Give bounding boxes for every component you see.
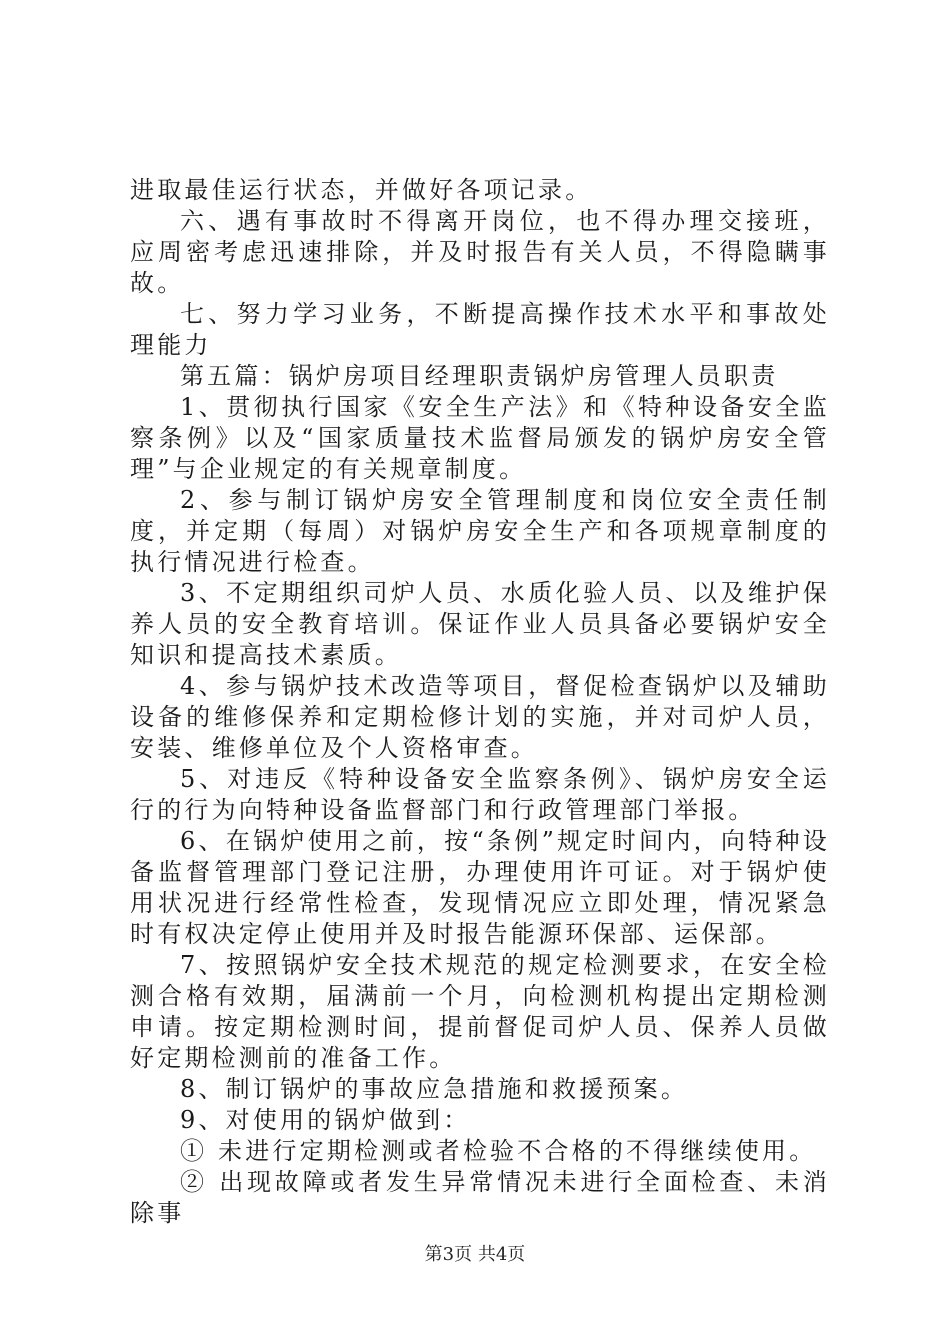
paragraph-item-7: 七、努力学习业务，不断提高操作技术水平和事故处理能力 (130, 300, 830, 359)
section-heading: 第五篇：锅炉房项目经理职责锅炉房管理人员职责 (180, 362, 779, 390)
sub-item-1: ① 未进行定期检测或者检验不合格的不得继续使用。 (180, 1137, 817, 1165)
paragraph-duty-4: 4、参与锅炉技术改造等项目，督促检查锅炉以及辅助设备的维修保养和定期检修计划的实施，并对司炉人员，安装、维修单位及个人资格审查。 (130, 672, 830, 762)
paragraph-item-6: 六、遇有事故时不得离开岗位，也不得办理交接班，应周密考虑迅速排除，并及时报告有关人员，不得隐瞒事故。 (130, 207, 830, 297)
paragraph-continuation: 进取最佳运行状态，并做好各项记录。 (130, 176, 593, 204)
paragraph-duty-8: 8、制订锅炉的事故应急措施和救援预案。 (180, 1075, 689, 1103)
paragraph-duty-9: 9、对使用的锅炉做到： (180, 1106, 471, 1134)
paragraph-duty-3: 3、不定期组织司炉人员、水质化验人员、以及维护保养人员的安全教育培训。保证作业人员具备必要锅炉安全知识和提高技术素质。 (130, 579, 830, 669)
sub-item-2: ② 出现故障或者发生异常情况未进行全面检查、未消除事 (130, 1168, 830, 1227)
paragraph-duty-5: 5、对违反《特种设备安全监察条例》、锅炉房安全运行的行为向特种设备监督部门和行政管理部门举报。 (130, 765, 830, 824)
paragraph-duty-2: 2、参与制订锅炉房安全管理制度和岗位安全责任制度，并定期（每周）对锅炉房安全生产和各项规章制度的执行情况进行检查。 (130, 486, 830, 576)
paragraph-duty-6: 6、在锅炉使用之前，按“条例”规定时间内，向特种设备监督管理部门登记注册，办理使用许可证。对于锅炉使用状况进行经常性检查，发现情况应立即处理，情况紧急时有权决定停止使用并及时报告能源环保部、运保部。 (130, 827, 830, 948)
page-number-footer: 第3页 共4页 (424, 1244, 526, 1265)
document-body (130, 175, 830, 1229)
paragraph-duty-7: 7、按照锅炉安全技术规范的规定检测要求，在安全检测合格有效期，届满前一个月，向检测机构提出定期检测申请。按定期检测时间，提前督促司炉人员、保养人员做好定期检测前的准备工作。 (130, 951, 830, 1072)
paragraph-duty-1: 1、贯彻执行国家《安全生产法》和《特种设备安全监察条例》以及“国家质量技术监督局颁发的锅炉房安全管理”与企业规定的有关规章制度。 (130, 393, 830, 483)
